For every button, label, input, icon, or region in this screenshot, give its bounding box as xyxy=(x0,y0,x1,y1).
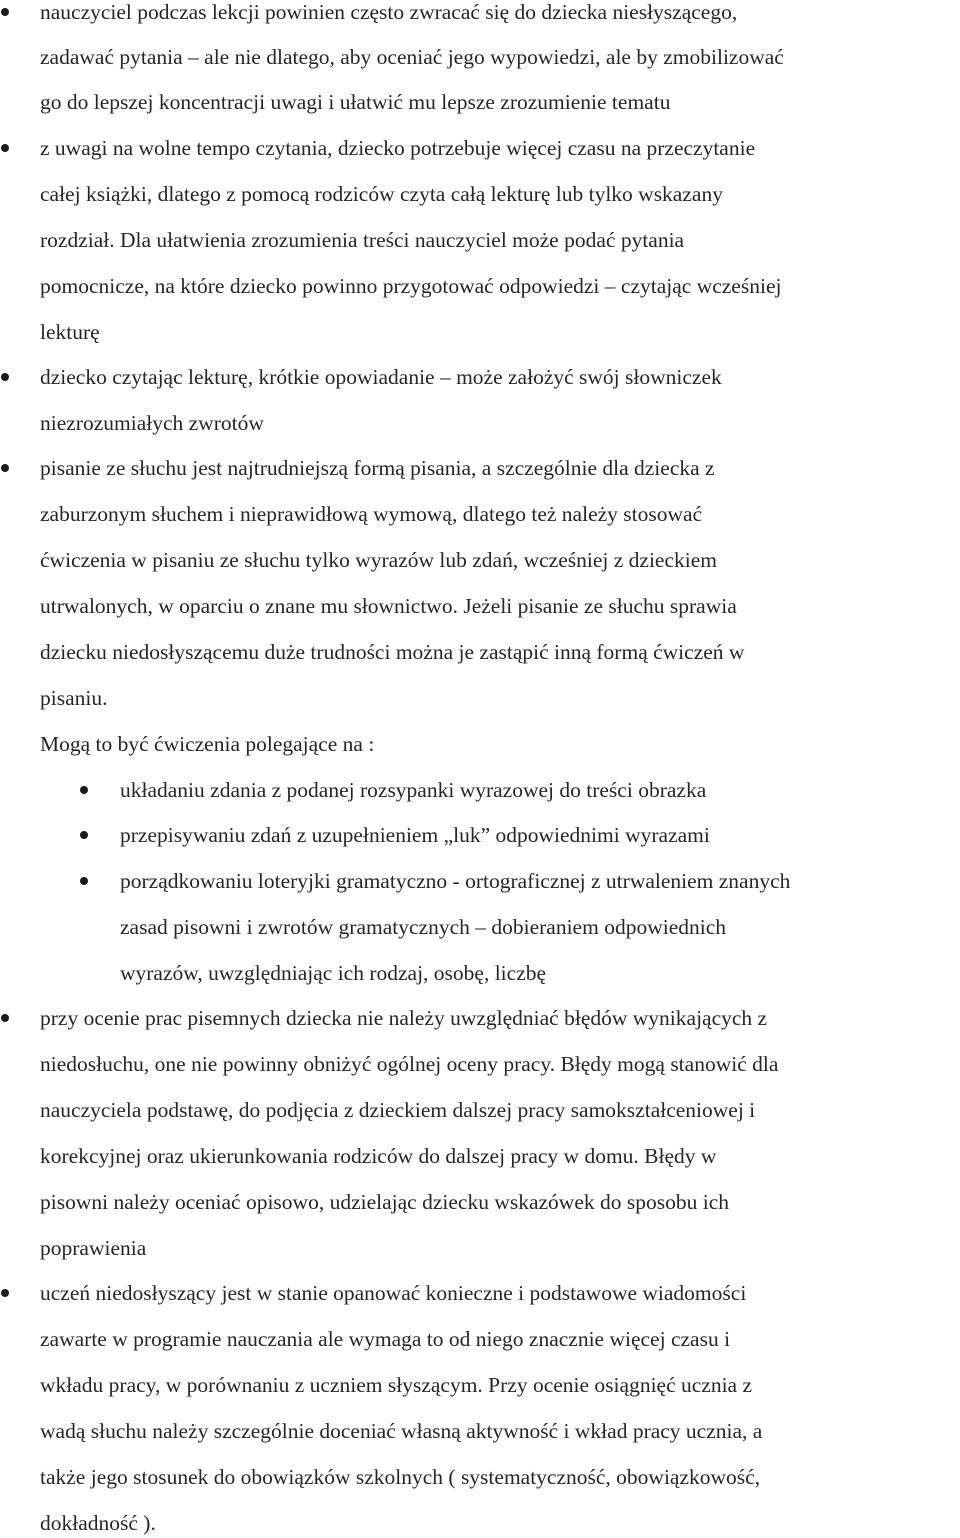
text-line: pomocnicze, na które dziecko powinno przygotować odpowiedzi – czytając wcześniej xyxy=(40,274,782,298)
bullet-dot-icon xyxy=(1,1014,9,1022)
bullet-dot-icon xyxy=(1,144,9,152)
bullet-dot-icon xyxy=(80,786,88,794)
text-line: dokładność ). xyxy=(40,1511,156,1535)
bullet-dot-icon xyxy=(1,373,9,381)
text-line: zadawać pytania – ale nie dlatego, aby oceniać jego wypowiedzi, ale by zmobilizować xyxy=(40,45,784,69)
text-line: go do lepszej koncentracji uwagi i ułatwić mu lepsze zrozumienie tematu xyxy=(40,90,671,114)
text-line: uczeń niedosłyszący jest w stanie opanować konieczne i podstawowe wiadomości xyxy=(40,1281,747,1305)
text-line: poprawienia xyxy=(40,1236,147,1260)
text-line: układaniu zdania z podanej rozsypanki wyrazowej do treści obrazka xyxy=(120,778,707,802)
text-line: przy ocenie prac pisemnych dziecka nie należy uwzględniać błędów wynikających z xyxy=(40,1006,768,1030)
text-line: wkładu pracy, w porównaniu z uczniem słyszącym. Przy ocenie osiągnięć ucznia z xyxy=(40,1373,753,1397)
text-line: ćwiczenia w pisaniu ze słuchu tylko wyrazów lub zdań, wcześniej z dzieckiem xyxy=(40,548,717,572)
text-line: Mogą to być ćwiczenia polegające na : xyxy=(40,732,375,756)
text-line: niedosłuchu, one nie powinny obniżyć ogólnej oceny pracy. Błędy mogą stanowić dla xyxy=(40,1052,779,1076)
text-line: zasad pisowni i zwrotów gramatycznych – dobieraniem odpowiednich xyxy=(120,915,726,939)
bullet-dot-icon xyxy=(80,877,88,885)
text-line: także jego stosunek do obowiązków szkolnych ( systematyczność, obowiązkowość, xyxy=(40,1465,761,1489)
text-line: nauczyciel podczas lekcji powinien często zwracać się do dziecka niesłyszącego, xyxy=(40,0,738,24)
text-line: korekcyjnej oraz ukierunkowania rodziców do dalszej pracy w domu. Błędy w xyxy=(40,1144,717,1168)
text-line: zawarte w programie nauczania ale wymaga to od niego znacznie więcej czasu i xyxy=(40,1327,731,1351)
text-line: lekturę xyxy=(40,320,100,344)
text-line: przepisywaniu zdań z uzupełnieniem „luk” odpowiednimi wyrazami xyxy=(120,823,710,847)
text-line: rozdział. Dla ułatwienia zrozumienia treści nauczyciel może podać pytania xyxy=(40,228,685,252)
text-line: utrwalonych, w oparciu o znane mu słownictwo. Jeżeli pisanie ze słuchu sprawia xyxy=(40,594,737,618)
text-line: pisowni należy oceniać opisowo, udzielając dziecku wskazówek do sposobu ich xyxy=(40,1190,729,1214)
text-line: dziecko czytając lekturę, krótkie opowiadanie – może założyć swój słowniczek xyxy=(40,365,722,389)
text-line: pisaniu. xyxy=(40,686,108,710)
text-line: nauczyciela podstawę, do podjęcia z dzieckiem dalszej pracy samokształceniowej i xyxy=(40,1098,756,1122)
text-line: zaburzonym słuchem i nieprawidłową wymową, dlatego też należy stosować xyxy=(40,502,703,526)
text-line: z uwagi na wolne tempo czytania, dziecko potrzebuje więcej czasu na przeczytanie xyxy=(40,136,756,160)
text-line: dziecku niedosłyszącemu duże trudności można je zastąpić inną formą ćwiczeń w xyxy=(40,640,745,664)
text-line: wyrazów, uwzględniając ich rodzaj, osobę, liczbę xyxy=(120,961,547,985)
text-line: pisanie ze słuchu jest najtrudniejszą formą pisania, a szczególnie dla dziecka z xyxy=(40,456,715,480)
text-line: niezrozumiałych zwrotów xyxy=(40,411,264,435)
bullet-dot-icon xyxy=(1,1289,9,1297)
bullet-dot-icon xyxy=(1,464,9,472)
text-line: porządkowaniu loteryjki gramatyczno - ortograficznej z utrwaleniem znanych xyxy=(120,869,791,893)
bullet-dot-icon xyxy=(80,831,88,839)
bullet-dot-icon xyxy=(1,8,9,16)
text-line: całej książki, dlatego z pomocą rodziców czyta całą lekturę lub tylko wskazany xyxy=(40,182,723,206)
text-line: wadą słuchu należy szczególnie doceniać własną aktywność i wkład pracy ucznia, a xyxy=(40,1419,763,1443)
